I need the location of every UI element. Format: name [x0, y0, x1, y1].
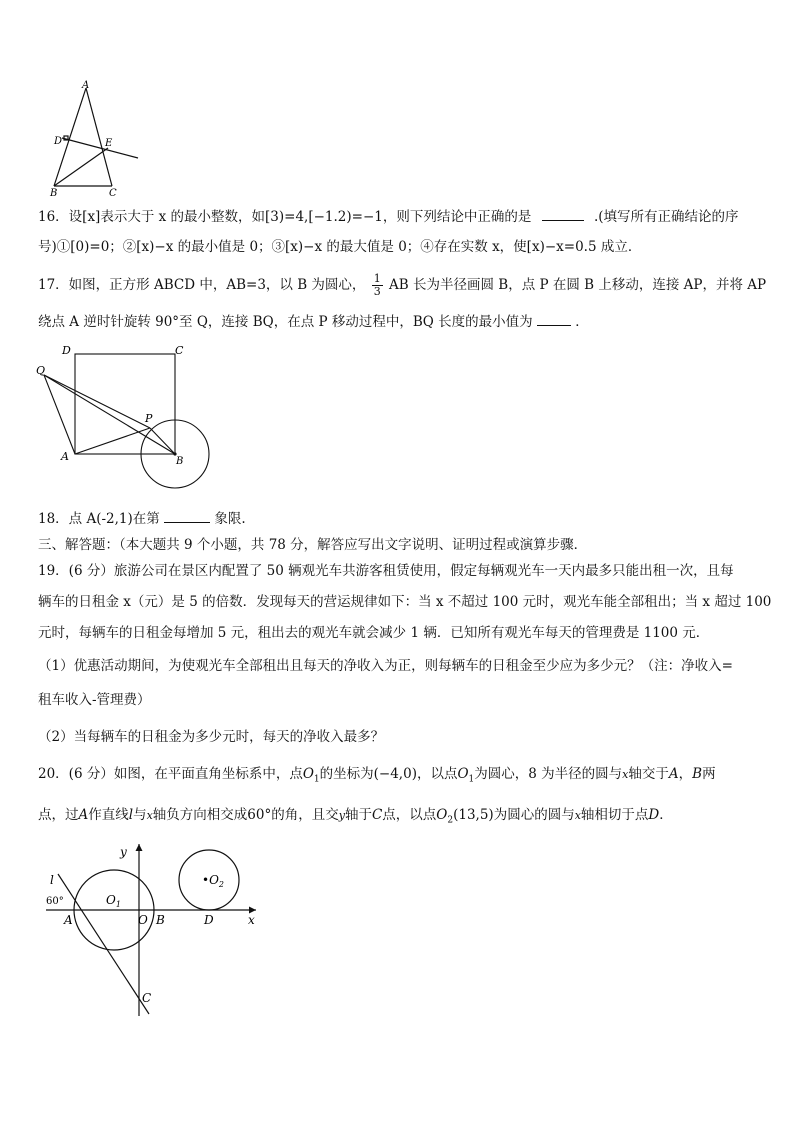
label-Q: Q: [36, 364, 46, 377]
q18-answer-blank: [164, 508, 210, 523]
q19-part1-cont: 租车收入-管理费）: [38, 692, 151, 708]
section-3-header: 三、解答题：（本大题共 9 个小题，共 78 分，解答应写出文字说明、证明过程或演算步骤．: [38, 537, 588, 553]
label-B: B: [176, 456, 184, 467]
label-P: P: [145, 412, 153, 425]
q16-line2: 号)①[0)=0；②[x)−x 的最小值是 0；③[x)−x 的最大值是 0；④存在实数 x，使[x)−x=0.5 成立．: [38, 239, 642, 255]
label-B: B: [156, 913, 165, 927]
label-D: D: [54, 136, 63, 147]
label-A: A: [82, 80, 90, 91]
label-O2: $•O_2$: [202, 873, 225, 889]
fraction-one-third: $\frac{1}{3}$: [373, 272, 381, 298]
q19-part1: （1）优惠活动期间，为使观光车全部租出且每天的净收入为正，则每辆车的日租金至少应为多少元？（注：净收入=: [38, 658, 733, 674]
label-O1: $O_1$: [106, 893, 121, 909]
label-O: O: [138, 913, 148, 927]
axis-y-label: y: [120, 845, 127, 859]
label-A: A: [64, 913, 73, 927]
label-C: C: [142, 991, 152, 1005]
q17-answer-blank: [537, 311, 571, 326]
q19-line1: 19．(6 分）旅游公司在景区内配置了 50 辆观光车共游客租赁使用，假定每辆观光车一天内最多只能出租一次，且每: [38, 563, 734, 579]
coordinate-figure: [38, 838, 268, 1020]
q19-line3: 元时，每辆车的日租金每增加 5 元，租出去的观光车就会减少 1 辆．已知所有观光车每天的管理费是 1100 元．: [38, 625, 710, 641]
q16-line1: 16．设[x]表示大于 x 的最小整数，如[3)=4,[−1.2)=−1，则下列结论中正确的是 .(填写所有正确结论的序: [38, 206, 739, 227]
q17-line1: 17．如图，正方形 ABCD 中，AB=3，以 B 为圆心， $\frac{1}{3}$ AB 长为半径画圆 B，点 P 在圆 B 上移动，连接 AP，并将 AP: [38, 272, 767, 298]
square-circle-figure: [32, 340, 222, 495]
q20-line2: 点，过A作直线l与x轴负方向相交成60°的角，且交y轴于C点，以点$O_2(13,5)$为圆心的圆与x轴相切于点D．: [38, 807, 673, 826]
label-B: B: [50, 188, 58, 198]
q18: 18．点 A(-2,1)在第 象限.: [38, 508, 246, 529]
q16-answer-blank: [542, 206, 584, 221]
label-C: C: [109, 188, 117, 198]
label-E: E: [105, 138, 113, 149]
angle-label: 60°: [46, 896, 64, 907]
q19-part2: （2）当每辆车的日租金为多少元时，每天的净收入最多？: [38, 729, 385, 745]
label-D: D: [62, 344, 71, 357]
label-D: D: [204, 913, 214, 927]
q20-line1: 20．(6 分）如图，在平面直角坐标系中，点$O_1$的坐标为(−4,0)，以点$O_1$为圆心，8 为半径的圆与x轴交于A，B两: [38, 766, 716, 785]
triangle-figure: [40, 78, 150, 198]
q17-line2: 绕点 A 逆时针旋转 90°至 Q，连接 BQ，在点 P 移动过程中，BQ 长度的最小值为 ．: [38, 311, 589, 332]
axis-x-label: x: [248, 913, 255, 927]
label-C: C: [175, 344, 184, 357]
line-l-label: l: [50, 873, 54, 887]
q19-line2: 辆车的日租金 x（元）是 5 的倍数．发现每天的营运规律如下：当 x 不超过 100 元时，观光车能全部租出；当 x 超过 100: [38, 594, 772, 610]
label-A: A: [61, 450, 69, 463]
